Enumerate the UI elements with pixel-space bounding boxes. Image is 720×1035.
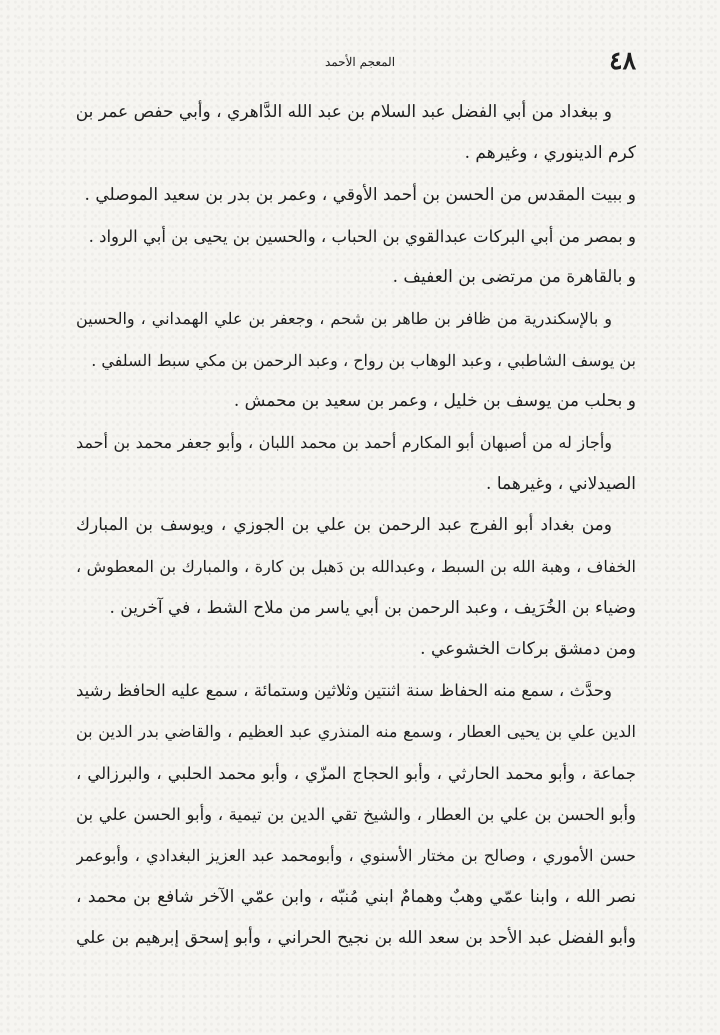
- running-title: المعجم الأحمد: [324, 55, 396, 69]
- text-line: بن يوسف الشاطبي ، وعبد الوهاب بن رواح ، وعبد الرحمن بن مكي سبط السلفي .: [91, 350, 636, 370]
- text-line: الدين علي بن يحيى العطار ، وسمع منه المنذري عبد العظيم ، والقاضي بدر الدين بن: [76, 722, 636, 742]
- text-line: و بالإسكندرية من ظافر بن طاهر بن شحم ، وجعفر بن علي الهمداني ، والحسين: [76, 309, 612, 329]
- page-header: [84, 46, 636, 78]
- text-line: الصيدلاني ، وغيرهما .: [486, 473, 636, 494]
- text-line: و ببيت المقدس من الحسن بن أحمد الأوقي ، وعمر بن بدر بن سعيد الموصلي .: [84, 184, 636, 205]
- text-line: نصر الله ، وابنا عمّي وهبٌ وهمامٌ ابني مُنبّه ، وابن عمّي الآخر شافع بن محمد ،: [76, 886, 636, 907]
- text-line: كرم الدينوري ، وغيرهم .: [464, 143, 636, 164]
- body-text: [76, 92, 636, 959]
- page-number: ٤٨: [609, 46, 636, 75]
- text-line: الخفاف ، وهبة الله بن السبط ، وعبدالله بن دَهبل بن كارة ، والمبارك بن المعطوش ،: [76, 557, 636, 577]
- text-line: و بحلب من يوسف بن خليل ، وعمر بن سعيد بن محمش .: [233, 391, 636, 412]
- text-line: و بالقاهرة من مرتضى بن العفيف .: [392, 267, 636, 288]
- text-line: حسن الأموري ، وصالح بن مختار الأسنوي ، وأبومحمد عبد العزيز البغدادي ، وأبوعمر: [76, 846, 636, 866]
- text-line: وضياء بن الخُرَيف ، وعبد الرحمن بن أبي ياسر من ملاح الشط ، في آخرين .: [109, 597, 636, 618]
- text-line: وأبو الفضل عبد الأحد بن سعد الله بن نجيح الحراني ، وأبو إسحق إبرهيم بن علي: [76, 927, 636, 948]
- text-line: وأبو الحسن بن علي بن العطار ، والشيخ تقي الدين بن تيمية ، وأبو الحسن علي بن: [76, 805, 636, 825]
- text-line: و ببغداد من أبي الفضل عبد السلام بن عبد الله الدَّاهري ، وأبي حفص عمر بن: [76, 102, 612, 122]
- text-line: ومن دمشق بركات الخشوعي .: [420, 638, 636, 659]
- text-line: ومن بغداد أبو الفرج عبد الرحمن بن علي بن الجوزي ، ويوسف بن المبارك: [76, 514, 612, 535]
- text-line: وحدَّث ، سمع منه الحفاظ سنة اثنتين وثلاثين وستمائة ، سمع عليه الحافظ رشيد: [76, 681, 612, 701]
- text-line: وأجاز له من أصبهان أبو المكارم أحمد بن محمد اللبان ، وأبو جعفر محمد بن أحمد: [76, 433, 612, 453]
- text-line: جماعة ، وأبو محمد الحارثي ، وأبو الحجاج المزّي ، وأبو محمد الحلبي ، والبرزالي ،: [76, 763, 636, 783]
- text-line: و بمصر من أبي البركات عبدالقوي بن الحباب ، والحسين بن يحيى بن أبي الرواد .: [88, 226, 636, 246]
